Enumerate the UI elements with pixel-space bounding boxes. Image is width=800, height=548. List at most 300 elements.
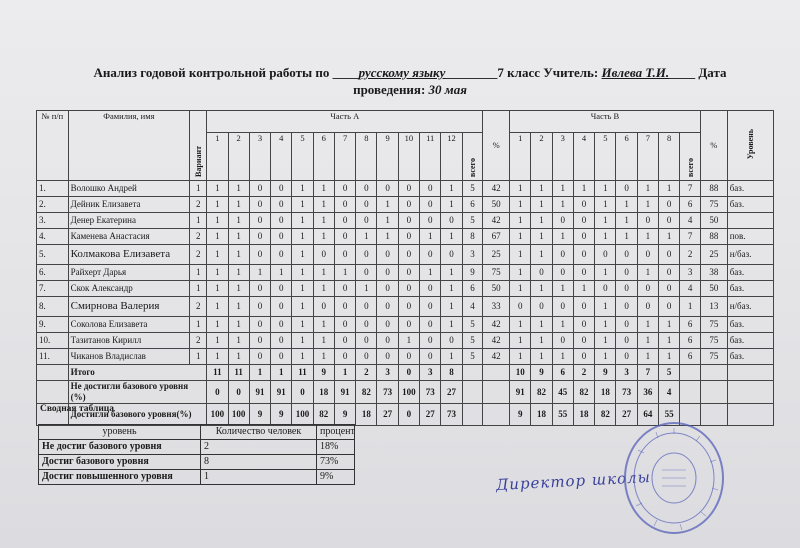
score-a-cell: 0 xyxy=(420,281,441,297)
score-a-cell: 1 xyxy=(228,333,249,349)
score-a-cell: 1 xyxy=(356,229,377,245)
score-b-cell: 1 xyxy=(595,297,616,317)
score-a-cell: 0 xyxy=(377,297,398,317)
score-a-cell: 1 xyxy=(313,229,334,245)
score-b-cell: 1 xyxy=(595,333,616,349)
score-b-cell: 0 xyxy=(637,245,658,265)
score-b-cell: 1 xyxy=(595,265,616,281)
score-a-cell: 0 xyxy=(420,333,441,349)
score-a-cell: 1 xyxy=(207,349,228,365)
header-task-b: 4 xyxy=(573,133,594,181)
header-part-a: Часть А xyxy=(207,111,483,133)
footer-b-cell: 5 xyxy=(659,365,680,381)
score-a-cell: 0 xyxy=(398,297,419,317)
footer-b-cell: 45 xyxy=(552,381,573,404)
percent-b-cell: 25 xyxy=(700,245,727,265)
header-percent-b: % xyxy=(700,111,727,181)
score-a-cell: 0 xyxy=(356,297,377,317)
score-b-cell: 1 xyxy=(552,349,573,365)
score-a-cell: 1 xyxy=(377,197,398,213)
score-b-cell: 1 xyxy=(595,317,616,333)
score-a-cell: 0 xyxy=(420,213,441,229)
level-cell: н/баз. xyxy=(727,245,773,265)
empty-cell xyxy=(700,381,727,404)
percent-b-cell: 50 xyxy=(700,213,727,229)
score-a-cell: 0 xyxy=(356,317,377,333)
footer-b-cell: 3 xyxy=(616,365,637,381)
score-a-cell: 1 xyxy=(292,349,313,365)
title-part: Анализ годовой контрольной работы по ____ xyxy=(93,65,359,80)
footer-a-cell: 3 xyxy=(377,365,398,381)
footer-a-cell: 11 xyxy=(207,365,228,381)
score-a-cell: 1 xyxy=(420,265,441,281)
percent-b-cell: 75 xyxy=(700,349,727,365)
footer-b-cell: 55 xyxy=(659,404,680,426)
score-b-cell: 1 xyxy=(616,213,637,229)
score-b-cell: 0 xyxy=(552,265,573,281)
total-b-cell: 6 xyxy=(680,317,701,333)
percent-a-cell: 33 xyxy=(483,297,510,317)
percent-a-cell: 75 xyxy=(483,265,510,281)
score-b-cell: 0 xyxy=(659,265,680,281)
score-a-cell: 0 xyxy=(398,265,419,281)
score-a-cell: 0 xyxy=(334,317,355,333)
score-a-cell: 0 xyxy=(334,213,355,229)
score-a-cell: 0 xyxy=(398,349,419,365)
score-b-cell: 1 xyxy=(637,265,658,281)
student-name: Каменева Анастасия xyxy=(68,229,190,245)
score-b-cell: 0 xyxy=(637,281,658,297)
total-b-cell: 1 xyxy=(680,297,701,317)
score-a-cell: 1 xyxy=(292,297,313,317)
score-a-cell: 0 xyxy=(377,349,398,365)
footer-b-cell: 10 xyxy=(510,365,531,381)
score-a-cell: 1 xyxy=(292,333,313,349)
score-a-cell: 1 xyxy=(228,181,249,197)
footer-a-cell: 82 xyxy=(356,381,377,404)
score-a-cell: 0 xyxy=(271,213,292,229)
footer-label: Достигли базового уровня(%) xyxy=(68,404,207,426)
summary-header-cell: Количество человек xyxy=(201,425,317,440)
table-row xyxy=(37,349,774,365)
score-a-cell: 1 xyxy=(377,213,398,229)
score-b-cell: 1 xyxy=(637,349,658,365)
score-a-cell: 0 xyxy=(398,317,419,333)
score-b-cell: 1 xyxy=(637,317,658,333)
row-num: 8. xyxy=(37,297,69,317)
total-b-cell: 6 xyxy=(680,349,701,365)
level-cell: баз. xyxy=(727,181,773,197)
score-a-cell: 0 xyxy=(334,281,355,297)
level-cell xyxy=(727,213,773,229)
student-name: Соколова Елизавета xyxy=(68,317,190,333)
score-a-cell: 0 xyxy=(249,281,270,297)
score-b-cell: 1 xyxy=(510,333,531,349)
total-b-cell: 6 xyxy=(680,333,701,349)
table-row xyxy=(37,333,774,349)
score-a-cell: 1 xyxy=(228,297,249,317)
score-b-cell: 1 xyxy=(659,349,680,365)
footer-b-cell: 9 xyxy=(531,365,552,381)
score-a-cell: 0 xyxy=(377,317,398,333)
percent-b-cell: 75 xyxy=(700,317,727,333)
score-a-cell: 1 xyxy=(313,281,334,297)
score-a-cell: 1 xyxy=(207,317,228,333)
empty-cell xyxy=(483,365,510,381)
score-b-cell: 1 xyxy=(659,333,680,349)
row-num: 10. xyxy=(37,333,69,349)
header-total-b xyxy=(680,133,701,181)
summary-cell: 2 xyxy=(201,440,317,455)
score-b-cell: 1 xyxy=(659,181,680,197)
score-b-cell: 0 xyxy=(573,213,594,229)
score-a-cell: 0 xyxy=(356,265,377,281)
total-a-cell: 5 xyxy=(462,333,483,349)
footer-label: Не достигли базового уровня (%) xyxy=(68,381,207,404)
total-b-cell: 7 xyxy=(680,181,701,197)
score-a-cell: 1 xyxy=(313,213,334,229)
footer-b-cell: 18 xyxy=(595,381,616,404)
level-cell: баз. xyxy=(727,265,773,281)
score-a-cell: 1 xyxy=(207,229,228,245)
total-b-cell: 4 xyxy=(680,213,701,229)
variant-cell: 1 xyxy=(190,181,207,197)
score-a-cell: 0 xyxy=(334,197,355,213)
page-title xyxy=(40,64,780,98)
variant-cell: 2 xyxy=(190,333,207,349)
score-a-cell: 0 xyxy=(441,333,462,349)
score-b-cell: 0 xyxy=(616,333,637,349)
score-a-cell: 0 xyxy=(313,297,334,317)
score-b-cell: 1 xyxy=(510,229,531,245)
header-task-a: 6 xyxy=(313,133,334,181)
level-cell: баз. xyxy=(727,281,773,297)
score-a-cell: 1 xyxy=(207,181,228,197)
score-b-cell: 0 xyxy=(616,297,637,317)
score-a-cell: 0 xyxy=(377,245,398,265)
footer-a-cell: 1 xyxy=(334,365,355,381)
summary-cell: Достиг повышенного уровня xyxy=(39,470,201,485)
variant-cell: 1 xyxy=(190,349,207,365)
score-b-cell: 1 xyxy=(595,349,616,365)
score-a-cell: 1 xyxy=(292,317,313,333)
score-b-cell: 0 xyxy=(552,333,573,349)
percent-a-cell: 67 xyxy=(483,229,510,245)
footer-a-cell: 73 xyxy=(441,404,462,426)
score-b-cell: 1 xyxy=(531,281,552,297)
score-b-cell: 1 xyxy=(616,229,637,245)
percent-a-cell: 42 xyxy=(483,349,510,365)
score-a-cell: 1 xyxy=(228,265,249,281)
footer-a-cell: 18 xyxy=(313,381,334,404)
score-a-cell: 0 xyxy=(398,245,419,265)
total-a-cell: 9 xyxy=(462,265,483,281)
score-a-cell: 1 xyxy=(441,317,462,333)
score-b-cell: 0 xyxy=(531,265,552,281)
student-name: Скок Александр xyxy=(68,281,190,297)
score-a-cell: 1 xyxy=(228,213,249,229)
variant-cell: 2 xyxy=(190,297,207,317)
title-part: проведения: xyxy=(353,82,429,97)
footer-b-cell: 27 xyxy=(616,404,637,426)
header-task-a: 2 xyxy=(228,133,249,181)
score-a-cell: 0 xyxy=(377,265,398,281)
itogo-row xyxy=(37,365,774,381)
variant-cell: 1 xyxy=(190,281,207,297)
empty-cell xyxy=(462,381,483,404)
empty-cell xyxy=(37,365,69,381)
score-a-cell: 0 xyxy=(271,197,292,213)
score-a-cell: 0 xyxy=(441,245,462,265)
footer-a-cell: 0 xyxy=(398,404,419,426)
score-a-cell: 1 xyxy=(228,281,249,297)
summary-row xyxy=(39,455,355,470)
footer-a-cell: 91 xyxy=(271,381,292,404)
header-task-b: 6 xyxy=(616,133,637,181)
row-num: 3. xyxy=(37,213,69,229)
empty-cell xyxy=(483,381,510,404)
row-num: 9. xyxy=(37,317,69,333)
school-seal-stamp xyxy=(622,420,726,536)
header-total-label: всего xyxy=(685,157,695,177)
score-b-cell: 0 xyxy=(616,245,637,265)
score-a-cell: 0 xyxy=(271,297,292,317)
header-task-b: 3 xyxy=(552,133,573,181)
header-part-b: Часть В xyxy=(510,111,701,133)
level-cell: н/баз. xyxy=(727,297,773,317)
footer-a-cell: 18 xyxy=(356,404,377,426)
score-a-cell: 0 xyxy=(398,213,419,229)
table-row xyxy=(37,229,774,245)
header-task-a: 7 xyxy=(334,133,355,181)
score-b-cell: 1 xyxy=(637,333,658,349)
level-cell: баз. xyxy=(727,333,773,349)
footer-b-cell: 7 xyxy=(637,365,658,381)
score-b-cell: 1 xyxy=(552,181,573,197)
table-row xyxy=(37,197,774,213)
header-name: Фамилия, имя xyxy=(68,111,190,181)
score-a-cell: 1 xyxy=(228,229,249,245)
results-table xyxy=(36,110,774,426)
header-task-a: 5 xyxy=(292,133,313,181)
score-a-cell: 0 xyxy=(334,297,355,317)
footer-label: Итого xyxy=(68,365,207,381)
score-b-cell: 1 xyxy=(637,229,658,245)
score-b-cell: 1 xyxy=(616,197,637,213)
empty-cell xyxy=(483,404,510,426)
score-a-cell: 1 xyxy=(398,333,419,349)
total-b-cell: 2 xyxy=(680,245,701,265)
footer-a-cell: 9 xyxy=(313,365,334,381)
footer-a-cell: 9 xyxy=(334,404,355,426)
score-a-cell: 0 xyxy=(249,333,270,349)
student-name: Райхерт Дарья xyxy=(68,265,190,281)
score-b-cell: 0 xyxy=(616,281,637,297)
total-a-cell: 5 xyxy=(462,213,483,229)
score-b-cell: 0 xyxy=(616,349,637,365)
score-b-cell: 0 xyxy=(510,297,531,317)
score-b-cell: 1 xyxy=(595,213,616,229)
variant-cell: 2 xyxy=(190,229,207,245)
score-a-cell: 1 xyxy=(441,229,462,245)
not-basic-row xyxy=(37,381,774,404)
score-b-cell: 0 xyxy=(552,213,573,229)
footer-a-cell: 9 xyxy=(271,404,292,426)
score-b-cell: 1 xyxy=(510,265,531,281)
percent-a-cell: 42 xyxy=(483,213,510,229)
summary-row xyxy=(39,470,355,485)
summary-caption: Сводная таблица xyxy=(40,404,115,414)
level-cell: баз. xyxy=(727,197,773,213)
summary-cell: 9% xyxy=(317,470,355,485)
score-b-cell: 1 xyxy=(531,317,552,333)
header-num: № п/п xyxy=(37,111,69,181)
header-percent-a: % xyxy=(483,111,510,181)
score-a-cell: 0 xyxy=(249,181,270,197)
score-a-cell: 0 xyxy=(356,213,377,229)
score-b-cell: 1 xyxy=(531,229,552,245)
score-a-cell: 1 xyxy=(441,197,462,213)
percent-b-cell: 50 xyxy=(700,281,727,297)
score-a-cell: 0 xyxy=(398,229,419,245)
footer-b-cell: 55 xyxy=(552,404,573,426)
student-name: Смирнова Валерия xyxy=(68,297,190,317)
table-row xyxy=(37,317,774,333)
score-a-cell: 0 xyxy=(356,197,377,213)
score-a-cell: 1 xyxy=(207,197,228,213)
score-b-cell: 1 xyxy=(552,229,573,245)
score-a-cell: 0 xyxy=(377,281,398,297)
footer-a-cell: 3 xyxy=(420,365,441,381)
score-a-cell: 1 xyxy=(313,265,334,281)
footer-a-cell: 100 xyxy=(207,404,228,426)
student-name: Тазитанов Кирилл xyxy=(68,333,190,349)
footer-a-cell: 9 xyxy=(249,404,270,426)
score-a-cell: 1 xyxy=(228,317,249,333)
score-b-cell: 0 xyxy=(616,181,637,197)
score-a-cell: 0 xyxy=(313,245,334,265)
score-b-cell: 0 xyxy=(573,333,594,349)
score-a-cell: 0 xyxy=(420,317,441,333)
summary-header-cell: процент xyxy=(317,425,355,440)
score-a-cell: 0 xyxy=(377,181,398,197)
variant-cell: 1 xyxy=(190,265,207,281)
score-a-cell: 0 xyxy=(334,245,355,265)
header-task-a: 1 xyxy=(207,133,228,181)
score-a-cell: 1 xyxy=(207,245,228,265)
score-a-cell: 1 xyxy=(207,333,228,349)
row-num: 4. xyxy=(37,229,69,245)
percent-a-cell: 42 xyxy=(483,333,510,349)
score-a-cell: 1 xyxy=(313,333,334,349)
empty-cell xyxy=(700,365,727,381)
score-a-cell: 1 xyxy=(441,349,462,365)
footer-b-cell: 82 xyxy=(595,404,616,426)
score-a-cell: 0 xyxy=(420,245,441,265)
total-a-cell: 4 xyxy=(462,297,483,317)
score-b-cell: 1 xyxy=(637,197,658,213)
total-b-cell: 3 xyxy=(680,265,701,281)
score-b-cell: 0 xyxy=(573,297,594,317)
percent-a-cell: 50 xyxy=(483,281,510,297)
percent-b-cell: 88 xyxy=(700,181,727,197)
header-task-b: 2 xyxy=(531,133,552,181)
level-cell: баз. xyxy=(727,349,773,365)
footer-a-cell: 11 xyxy=(292,365,313,381)
score-a-cell: 0 xyxy=(271,281,292,297)
footer-a-cell: 100 xyxy=(228,404,249,426)
header-task-b: 1 xyxy=(510,133,531,181)
header-task-a: 9 xyxy=(377,133,398,181)
footer-a-cell: 1 xyxy=(271,365,292,381)
score-b-cell: 0 xyxy=(573,317,594,333)
score-a-cell: 0 xyxy=(249,229,270,245)
footer-a-cell: 100 xyxy=(292,404,313,426)
score-b-cell: 1 xyxy=(531,197,552,213)
total-a-cell: 6 xyxy=(462,281,483,297)
total-a-cell: 3 xyxy=(462,245,483,265)
percent-b-cell: 88 xyxy=(700,229,727,245)
score-a-cell: 0 xyxy=(356,333,377,349)
empty-cell xyxy=(462,404,483,426)
title-part: ____ Дата xyxy=(669,65,727,80)
score-a-cell: 1 xyxy=(228,245,249,265)
score-a-cell: 0 xyxy=(398,181,419,197)
footer-b-cell: 82 xyxy=(531,381,552,404)
header-task-a: 8 xyxy=(356,133,377,181)
score-b-cell: 0 xyxy=(595,245,616,265)
footer-b-cell: 64 xyxy=(637,404,658,426)
summary-cell: 1 xyxy=(201,470,317,485)
score-a-cell: 0 xyxy=(377,333,398,349)
score-a-cell: 0 xyxy=(249,213,270,229)
score-a-cell: 1 xyxy=(292,265,313,281)
score-b-cell: 0 xyxy=(552,245,573,265)
score-b-cell: 1 xyxy=(510,213,531,229)
score-a-cell: 1 xyxy=(207,213,228,229)
footer-a-cell: 73 xyxy=(377,381,398,404)
summary-cell: 8 xyxy=(201,455,317,470)
score-a-cell: 0 xyxy=(420,197,441,213)
score-b-cell: 0 xyxy=(552,297,573,317)
row-num: 2. xyxy=(37,197,69,213)
percent-a-cell: 25 xyxy=(483,245,510,265)
student-name: Колмакова Елизавета xyxy=(68,245,190,265)
score-a-cell: 1 xyxy=(207,265,228,281)
score-a-cell: 0 xyxy=(271,229,292,245)
footer-b-cell: 73 xyxy=(616,381,637,404)
summary-cell: 73% xyxy=(317,455,355,470)
footer-a-cell: 8 xyxy=(441,365,462,381)
score-b-cell: 1 xyxy=(510,281,531,297)
footer-b-cell: 9 xyxy=(510,404,531,426)
footer-a-cell: 82 xyxy=(313,404,334,426)
student-name: Дейник Елизавета xyxy=(68,197,190,213)
percent-a-cell: 50 xyxy=(483,197,510,213)
footer-a-cell: 91 xyxy=(334,381,355,404)
score-b-cell: 1 xyxy=(573,281,594,297)
total-a-cell: 6 xyxy=(462,197,483,213)
score-b-cell: 1 xyxy=(531,333,552,349)
footer-a-cell: 100 xyxy=(398,381,419,404)
percent-a-cell: 42 xyxy=(483,181,510,197)
footer-a-cell: 91 xyxy=(249,381,270,404)
variant-cell: 1 xyxy=(190,317,207,333)
score-a-cell: 0 xyxy=(249,245,270,265)
score-a-cell: 1 xyxy=(313,181,334,197)
table-row xyxy=(37,297,774,317)
footer-b-cell: 2 xyxy=(573,365,594,381)
